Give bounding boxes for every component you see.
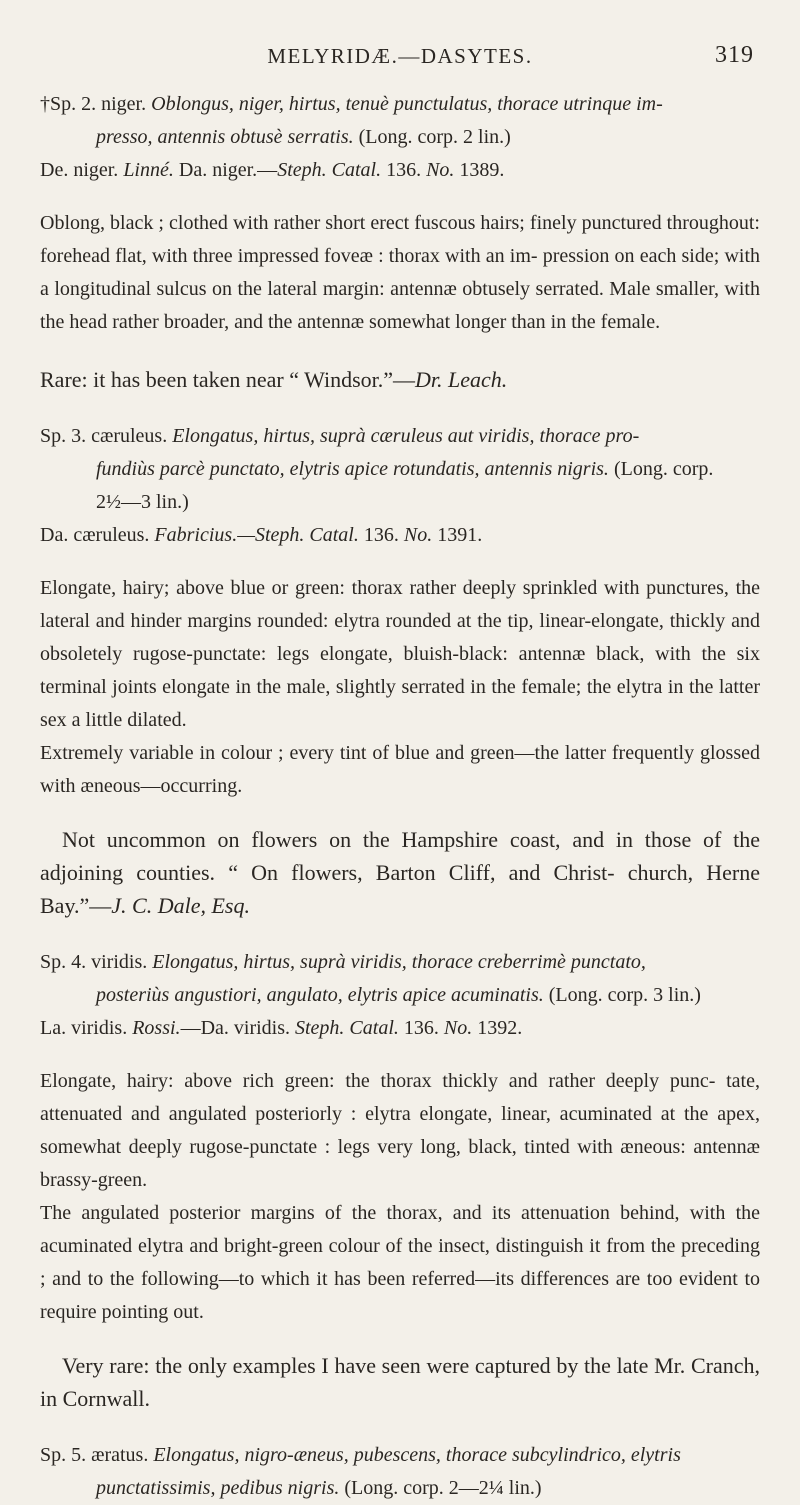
species-description-note: The angulated posterior margins of the thorax, and its attenuation behind, with the acuminated elytra and bright-green colour of the insect, distinguish it from the preceding ; and to the following—to which it has been referred—its differences are too evident to require pointing out. (40, 1202, 760, 1323)
species-diagnosis-continued: fundiùs parcè punctato, elytris apice rotundatis, antennis nigris. (Long. corp. (96, 458, 714, 480)
page-number: 319 (715, 42, 754, 68)
species-heading-label: Sp. 5. æratus. (40, 1444, 149, 1466)
species-entry-niger (40, 88, 760, 187)
species-heading-label: †Sp. 2. niger. (40, 93, 147, 115)
running-title: MELYRIDÆ.—DASYTES. (267, 44, 533, 68)
species-diagnosis: Elongatus, nigro-æneus, pubescens, thorace subcylindrico, elytris (153, 1444, 681, 1466)
species-habitat: Rare: it has been taken near “ Windsor.”—Dr. Leach. (40, 367, 508, 392)
species-description: Elongate, hairy; above blue or green: thorax rather deeply sprinkled with punctures, the lateral and hinder margins rounded: elytra rounded at the tip, linear-elongate, thickly and obsoletely rugose-punctate: legs elongate, bluish-black: antennæ black, with the six terminal joints elongate in the male, slightly serrated in the female; the elytra in the latter sex a little dilated. (40, 577, 760, 731)
species-synonymy: De. niger. Linné. Da. niger.—Steph. Catal. 136. No. 1389. (40, 159, 505, 181)
species-diagnosis: Oblongus, niger, hirtus, tenuè punctulatus, thorace utrinque im- (151, 93, 663, 115)
running-head (40, 44, 760, 88)
species-entry-aeratus (40, 1439, 760, 1505)
species-entry-viridis (40, 946, 760, 1045)
species-diagnosis-continued: posteriùs angustiori, angulato, elytris apice acuminatis. (Long. corp. 3 lin.) (96, 984, 701, 1006)
species-heading-label: Sp. 4. viridis. (40, 951, 148, 973)
species-diagnosis-continued: punctatissimis, pedibus nigris. (Long. corp. 2—2¼ lin.) (96, 1477, 542, 1499)
species-synonymy: Da. cæruleus. Fabricius.—Steph. Catal. 136. No. 1391. (40, 524, 483, 546)
species-synonymy: La. viridis. Rossi.—Da. viridis. Steph. Catal. 136. No. 1392. (40, 1017, 523, 1039)
species-description: Elongate, hairy: above rich green: the thorax thickly and rather deeply punc- tate, attenuated and angulated posteriorly : elytra elongate, linear, acuminated at the apex, somewhat deeply rugose-punctate : legs very long, black, tinted with æneous: antennæ brassy-green. (40, 1070, 760, 1191)
species-diagnosis-continued: presso, antennis obtusè serratis. (Long. corp. 2 lin.) (96, 126, 511, 148)
species-diagnosis: Elongatus, hirtus, suprà viridis, thorace creberrimè punctato, (152, 951, 646, 973)
species-habitat: Very rare: the only examples I have seen were captured by the late Mr. Cranch, in Cornwall. (40, 1353, 760, 1411)
species-habitat: Not uncommon on flowers on the Hampshire coast, and in those of the adjoining counties. “ On flowers, Barton Cliff, and Christ- church, Herne Bay.”—J. C. Dale, Esq. (40, 827, 760, 918)
species-entry-caeruleus (40, 420, 760, 552)
species-description-note: Extremely variable in colour ; every tint of blue and green—the latter frequently glossed with æneous—occurring. (40, 742, 760, 797)
species-description: Oblong, black ; clothed with rather short erect fuscous hairs; finely punctured throughout: forehead flat, with three impressed foveæ : thorax with an im- pression on each side; with a longitudinal sulcus on the lateral margin: antennæ obtusely serrated. Male smaller, with the head rather broader, and the antennæ somewhat longer than in the female. (40, 212, 760, 333)
species-length: 2½—3 lin.) (96, 491, 189, 513)
species-diagnosis: Elongatus, hirtus, suprà cæruleus aut viridis, thorace pro- (172, 425, 640, 447)
species-heading-label: Sp. 3. cæruleus. (40, 425, 168, 447)
